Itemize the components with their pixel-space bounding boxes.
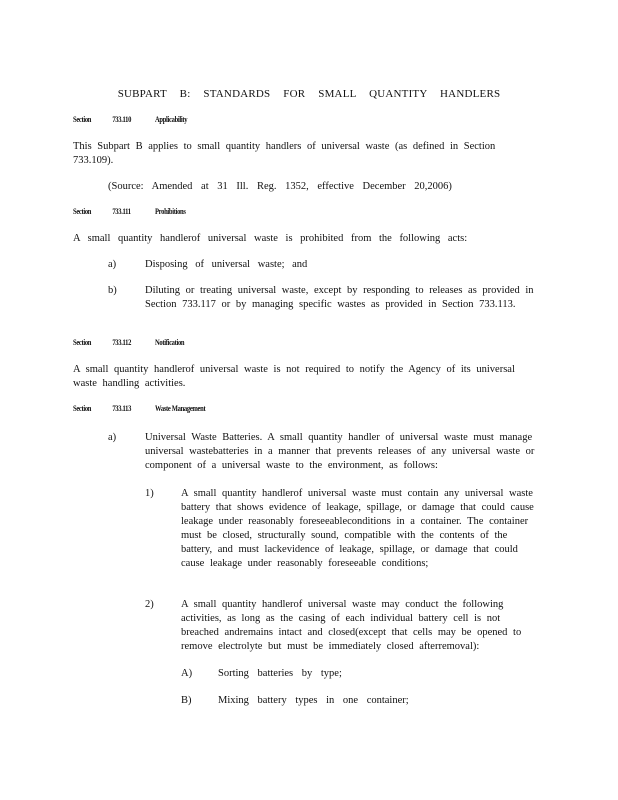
section-number: 733.111	[112, 207, 131, 216]
section-number: 733.110	[112, 115, 132, 124]
section-word: Section	[73, 404, 92, 413]
list-item: Diluting or treating universal waste, except by responding to releases as provided in Section 733.117 or by managing specific wastes as provided in Section 733.113.	[145, 285, 534, 310]
item-label: 2)	[145, 599, 154, 610]
section-733-113-heading	[73, 404, 205, 413]
item-label: B)	[181, 695, 192, 706]
section-word: Section	[73, 338, 92, 347]
section-733-110-heading	[73, 115, 187, 124]
section-733-112-text: A small quantity handlerof universal waste is not required to notify the Agency of its universal waste handling activities.	[73, 364, 515, 389]
section-733-111-text: A small quantity handlerof universal waste is prohibited from the following acts:	[73, 233, 468, 244]
list-item: Sorting batteries by type;	[218, 668, 342, 679]
list-item: A small quantity handlerof universal waste may conduct the following activities, as long as the casing of each individual battery cell is not breached andremains intact and closed(except that cells may be opened to remove electrolyte but must be immediately closed afterremoval):	[181, 599, 522, 652]
section-733-110-text: This Subpart B applies to small quantity handlers of universal waste (as defined in Section 733.109).	[73, 141, 496, 166]
section-733-111-heading	[73, 207, 186, 216]
section-733-112-heading	[73, 338, 184, 347]
section-word: Section	[73, 115, 92, 124]
batteries-paragraph: Universal Waste Batteries. A small quantity handler of universal waste must manage universal wastebatteries in a manner that prevents releases of any universal waste or component of a universal waste to the environment, as follows:	[145, 432, 535, 471]
item-label: b)	[108, 285, 117, 296]
list-item: A small quantity handlerof universal waste must contain any universal waste battery that shows evidence of leakage, spillage, or damage that could cause leakage under reasonably foreseeableconditions in a container. The container must be closed, structurally sound, compatible with the contents of the battery, and must lackevidence of leakage, spillage, or damage that could cause leakage under reasonably foreseeable conditions;	[181, 488, 534, 569]
section-number: 733.112	[112, 338, 132, 347]
item-label: a)	[108, 432, 117, 443]
section-title: Notification	[155, 338, 185, 347]
list-item: Disposing of universal waste; and	[145, 259, 308, 270]
list-item: Mixing battery types in one container;	[218, 695, 409, 706]
section-title: Applicability	[155, 115, 188, 124]
section-word: Section	[73, 207, 92, 216]
subpart-title: SUBPART B: STANDARDS FOR SMALL QUANTITY HANDLERS	[117, 88, 501, 100]
item-label: 1)	[145, 488, 154, 499]
source-note: (Source: Amended at 31 Ill. Reg. 1352, effective December 20,2006)	[108, 181, 452, 192]
item-label: a)	[108, 259, 117, 270]
section-title: Prohibitions	[155, 207, 186, 216]
section-number: 733.113	[112, 404, 132, 413]
section-title: Waste Management	[155, 404, 206, 413]
item-label: A)	[181, 668, 193, 679]
